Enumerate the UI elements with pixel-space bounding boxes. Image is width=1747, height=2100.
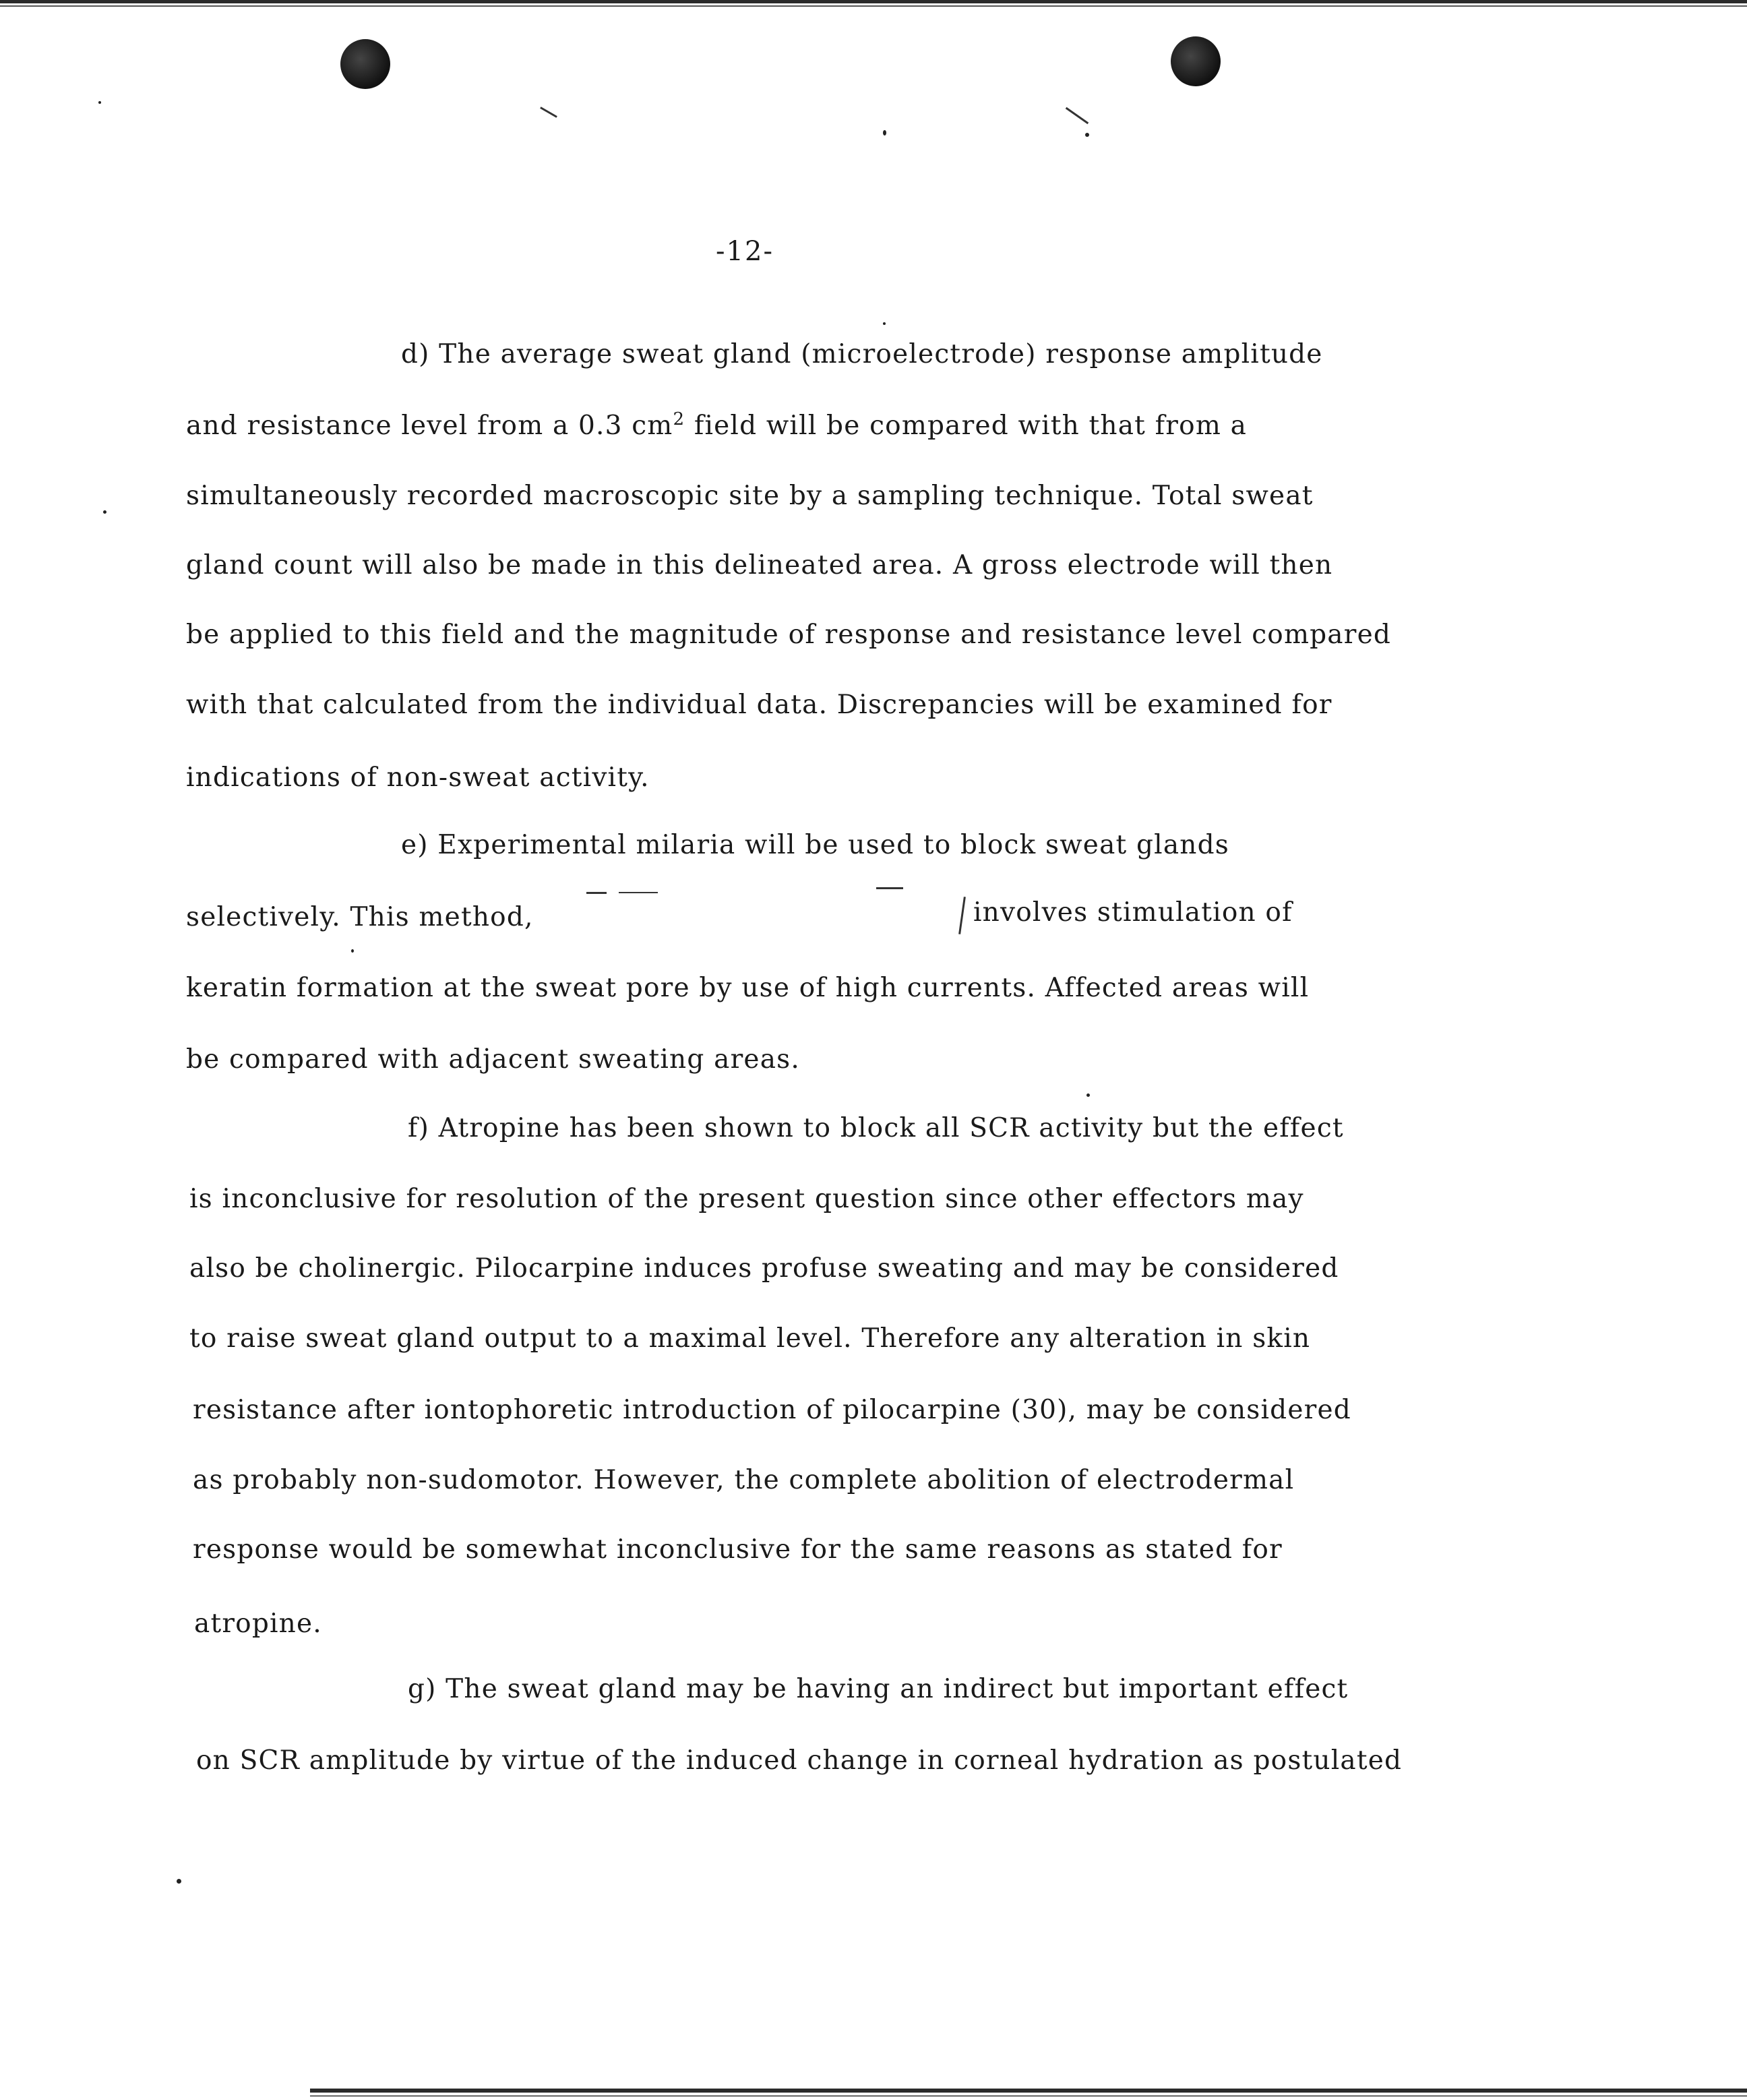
punch-hole-right bbox=[1171, 36, 1221, 86]
scan-speck bbox=[1086, 1093, 1090, 1097]
paragraph-g-line-1: g) The sweat gland may be having an indirect but important effect bbox=[408, 1674, 1349, 1704]
paragraph-e-line-3: keratin formation at the sweat pore by use of high currents. Affected areas will bbox=[186, 973, 1310, 1003]
paragraph-d-line-2: and resistance level from a 0.3 $cm^2$ field will be compared with that from a bbox=[186, 409, 1248, 441]
paragraph-e-line-2a: selectively. This method, bbox=[186, 902, 534, 932]
scan-speck bbox=[883, 322, 886, 325]
scan-speck bbox=[98, 101, 101, 104]
bottom-scan-border-secondary bbox=[310, 2095, 1747, 2097]
scan-speck bbox=[103, 510, 106, 514]
punch-hole-left bbox=[340, 39, 390, 89]
page-number: -12- bbox=[716, 236, 774, 267]
paragraph-d-line-5: be applied to this field and the magnitude of response and resistance level compared bbox=[186, 620, 1392, 650]
paragraph-g-line-2: on SCR amplitude by virtue of the induced change in corneal hydration as postulated bbox=[196, 1745, 1403, 1776]
top-scan-border bbox=[0, 0, 1747, 3]
paragraph-f-line-6: as probably non-sudomotor. However, the complete abolition of electrodermal bbox=[193, 1465, 1295, 1495]
scan-mark bbox=[540, 107, 557, 118]
paragraph-d-line-6: with that calculated from the individual data. Discrepancies will be examined for bbox=[186, 690, 1332, 720]
scan-speck bbox=[1085, 133, 1089, 137]
redaction-trace bbox=[619, 892, 658, 893]
superscript: 2 bbox=[673, 409, 685, 429]
bottom-scan-border bbox=[310, 2089, 1747, 2093]
redaction-trace bbox=[958, 897, 966, 934]
paragraph-f-line-5: resistance after iontophoretic introduction of pilocarpine (30), may be considered bbox=[193, 1395, 1351, 1425]
paragraph-d-line-1: d) The average sweat gland (microelectrode) response amplitude bbox=[401, 339, 1323, 369]
paragraph-f-line-7: response would be somewhat inconclusive for the same reasons as stated for bbox=[193, 1534, 1283, 1565]
scan-mark bbox=[1066, 107, 1089, 124]
paragraph-d-line-4: gland count will also be made in this delineated area. A gross electrode will then bbox=[186, 550, 1333, 580]
redaction-trace bbox=[876, 887, 903, 889]
paragraph-d-line-3: simultaneously recorded macroscopic site by a sampling technique. Total sweat bbox=[186, 481, 1314, 511]
paragraph-f-line-2: is inconclusive for resolution of the present question since other effectors may bbox=[189, 1184, 1304, 1214]
scan-speck bbox=[883, 130, 886, 136]
paragraph-f-line-3: also be cholinergic. Pilocarpine induces profuse sweating and may be considered bbox=[189, 1253, 1339, 1284]
top-scan-border-secondary bbox=[0, 5, 1747, 7]
paragraph-e-line-1: e) Experimental milaria will be used to block sweat glands bbox=[401, 830, 1229, 860]
paragraph-d-line-7: indications of non-sweat activity. bbox=[186, 762, 650, 793]
paragraph-f-line-4: to raise sweat gland output to a maximal level. Therefore any alteration in skin bbox=[189, 1323, 1311, 1354]
paragraph-e-line-2b: involves stimulation of bbox=[973, 897, 1293, 928]
paragraph-f-line-1: f) Atropine has been shown to block all SCR activity but the effect bbox=[408, 1113, 1344, 1143]
paragraph-e-line-4: be compared with adjacent sweating areas. bbox=[186, 1044, 800, 1075]
scan-speck bbox=[177, 1879, 181, 1884]
redaction-trace bbox=[586, 892, 607, 894]
scan-speck bbox=[351, 949, 354, 953]
paragraph-f-line-8: atropine. bbox=[194, 1609, 322, 1639]
